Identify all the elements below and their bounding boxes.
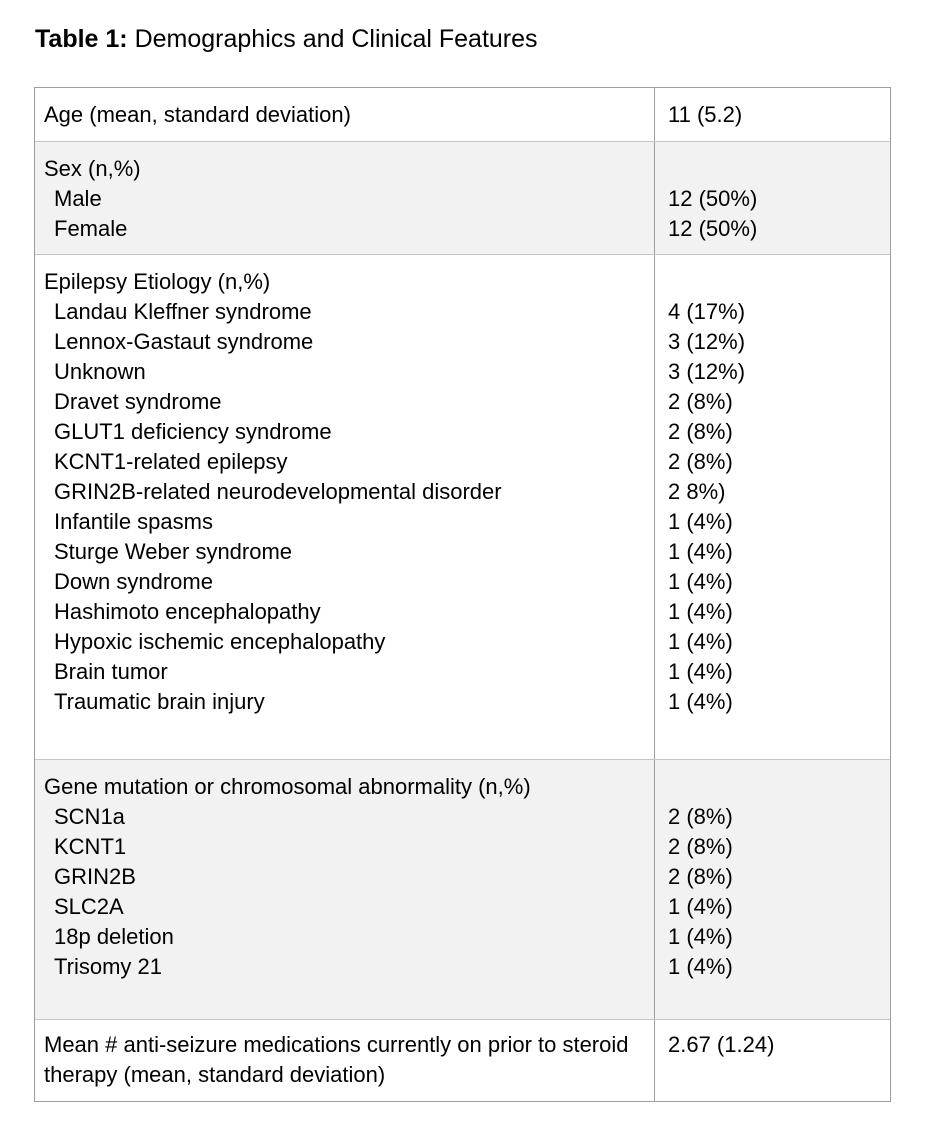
row-value: 12 (50%) <box>668 216 758 241</box>
label-cell <box>35 88 655 141</box>
label-cell <box>35 142 655 254</box>
row-label: Dravet syndrome <box>54 389 222 414</box>
row-value: 2 (8%) <box>668 389 733 414</box>
value-cell <box>655 88 890 141</box>
row-label: Brain tumor <box>54 659 168 684</box>
row-value: 1 (4%) <box>668 924 733 949</box>
row-value: 1 (4%) <box>668 894 733 919</box>
row-value: 3 (12%) <box>668 359 746 384</box>
table-section <box>35 254 890 759</box>
row-value: 2 8%) <box>668 479 726 504</box>
row-value: 1 (4%) <box>668 599 733 624</box>
row-value: 1 (4%) <box>668 659 733 684</box>
row-value: 1 (4%) <box>668 539 733 564</box>
section-header: Epilepsy Etiology (n,%) <box>44 269 271 294</box>
row-label: Lennox-Gastaut syndrome <box>54 329 314 354</box>
row-label: Sturge Weber syndrome <box>54 539 293 564</box>
row-value: 1 (4%) <box>668 629 733 654</box>
row-value: 2.67 (1.24) <box>668 1032 775 1057</box>
row-label: SLC2A <box>54 894 124 919</box>
row-label: Trisomy 21 <box>54 954 162 979</box>
value-spacer <box>668 154 882 184</box>
row-value: 4 (17%) <box>668 299 746 324</box>
row-value: 1 (4%) <box>668 954 733 979</box>
row-label: Unknown <box>54 359 146 384</box>
table-title <box>35 24 538 54</box>
row-label: GRIN2B-related neurodevelopmental disorder <box>54 479 502 504</box>
row-label: Mean # anti-seizure medications currently on prior to steroid therapy (mean, standard deviation) <box>44 1032 629 1087</box>
row-label: Infantile spasms <box>54 509 213 534</box>
section-header: Gene mutation or chromosomal abnormality (n,%) <box>44 774 531 799</box>
row-value: 1 (4%) <box>668 509 733 534</box>
row-label: Female <box>54 216 128 241</box>
row-label: Down syndrome <box>54 569 213 594</box>
row-value: 12 (50%) <box>668 186 758 211</box>
table-section <box>35 759 890 1019</box>
label-cell <box>35 1020 655 1101</box>
row-value: 11 (5.2) <box>668 102 743 127</box>
demographics-table <box>34 87 891 1102</box>
row-label: Hashimoto encephalopathy <box>54 599 321 624</box>
row-label: Landau Kleffner syndrome <box>54 299 312 324</box>
row-value: 1 (4%) <box>668 689 733 714</box>
row-value: 2 (8%) <box>668 834 733 859</box>
value-cell <box>655 1020 890 1101</box>
table-section <box>35 88 890 141</box>
table-title-text: Demographics and Clinical Features <box>127 25 538 53</box>
row-label: KCNT1 <box>54 834 127 859</box>
value-cell <box>655 760 890 1019</box>
value-spacer <box>668 267 882 297</box>
table-section <box>35 1019 890 1101</box>
row-value: 1 (4%) <box>668 569 733 594</box>
label-cell <box>35 255 655 759</box>
row-value: 2 (8%) <box>668 864 733 889</box>
row-label: SCN1a <box>54 804 125 829</box>
row-value: 2 (8%) <box>668 449 733 474</box>
row-label: GRIN2B <box>54 864 136 889</box>
section-header: Sex (n,%) <box>44 156 141 181</box>
value-cell <box>655 142 890 254</box>
value-cell <box>655 255 890 759</box>
row-label: Age (mean, standard deviation) <box>44 102 351 127</box>
row-value: 3 (12%) <box>668 329 746 354</box>
row-label: 18p deletion <box>54 924 174 949</box>
row-label: Male <box>54 186 102 211</box>
row-label: Hypoxic ischemic encephalopathy <box>54 629 386 654</box>
table-section <box>35 141 890 254</box>
row-label: GLUT1 deficiency syndrome <box>54 419 332 444</box>
table-title-label: Table 1: <box>35 25 128 53</box>
row-label: Traumatic brain injury <box>54 689 265 714</box>
row-value: 2 (8%) <box>668 804 733 829</box>
row-label: KCNT1-related epilepsy <box>54 449 288 474</box>
value-spacer <box>668 772 882 802</box>
label-cell <box>35 760 655 1019</box>
row-value: 2 (8%) <box>668 419 733 444</box>
